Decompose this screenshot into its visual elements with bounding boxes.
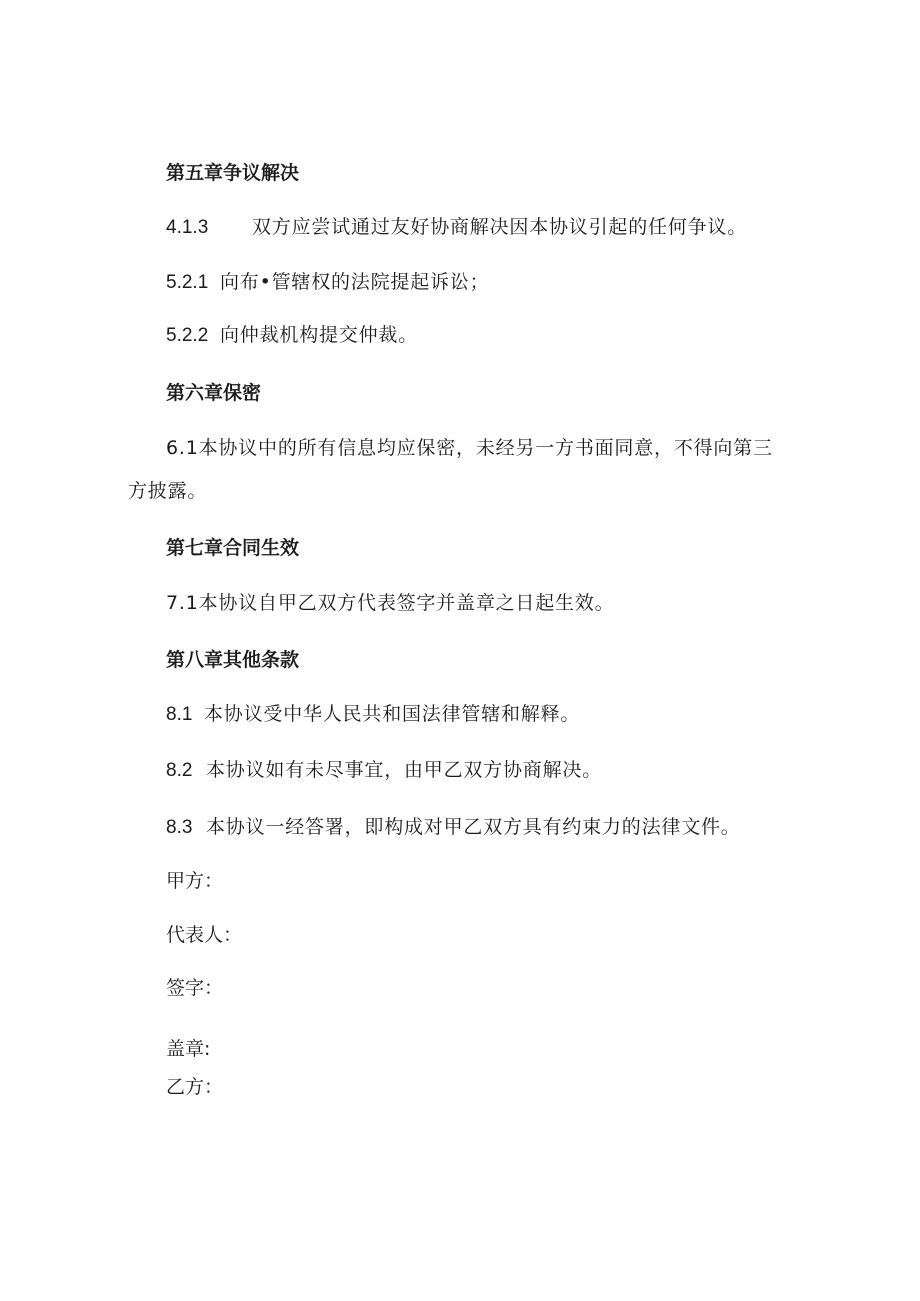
- clause-4-1-3: [166, 215, 747, 240]
- signature-label: 签字：: [166, 977, 224, 999]
- party-b-label: 乙方：: [166, 1076, 224, 1098]
- clause-number: 8.1: [166, 704, 193, 725]
- clause-number: 8.3: [166, 817, 193, 838]
- clause-5-2-1: [166, 270, 489, 295]
- clause-8-1: [166, 702, 580, 727]
- chapter-6-heading: 第六章保密: [166, 382, 262, 404]
- clause-7-1: 7.1本协议自甲乙双方代表签字并盖章之日起生效。: [166, 592, 615, 614]
- chapter-8-heading: 第八章其他条款: [166, 649, 300, 671]
- clause-text: 双方应尝试通过友好协商解决因本协议引起的任何争议。: [252, 216, 748, 238]
- clause-number: 5.2.2: [166, 325, 209, 346]
- clause-text: 本协议受中华人民共和国法律管辖和解释。: [204, 703, 581, 725]
- clause-text: 本协议一经答署，即构成对甲乙双方具有约束力的法律文件。: [206, 816, 741, 838]
- representative-label: 代表人：: [166, 924, 243, 946]
- party-a-label: 甲方：: [166, 870, 224, 892]
- clause-8-2: [166, 758, 602, 783]
- clause-number: 5.2.1: [166, 272, 209, 293]
- clause-text: 向布•管辖权的法院提起诉讼；: [220, 271, 490, 293]
- clause-number: 8.2: [166, 760, 193, 781]
- clause-6-1-line-1: 6.1本协议中的所有信息均应保密，未经另一方书面同意，不得向第三: [166, 437, 773, 459]
- chapter-7-heading: 第七章合同生效: [166, 537, 300, 559]
- clause-text: 本协议如有未尽事宜，由甲乙双方协商解决。: [206, 759, 603, 781]
- clause-8-3: [166, 815, 741, 840]
- clause-number: 4.1.3: [166, 217, 209, 238]
- clause-5-2-2: [166, 323, 418, 348]
- seal-label: 盖章:: [166, 1038, 211, 1060]
- clause-text: 向仲裁机构提交仲裁。: [220, 324, 419, 346]
- clause-6-1-line-2: 方披露。: [128, 480, 208, 502]
- chapter-5-heading: 第五章争议解决: [166, 162, 300, 184]
